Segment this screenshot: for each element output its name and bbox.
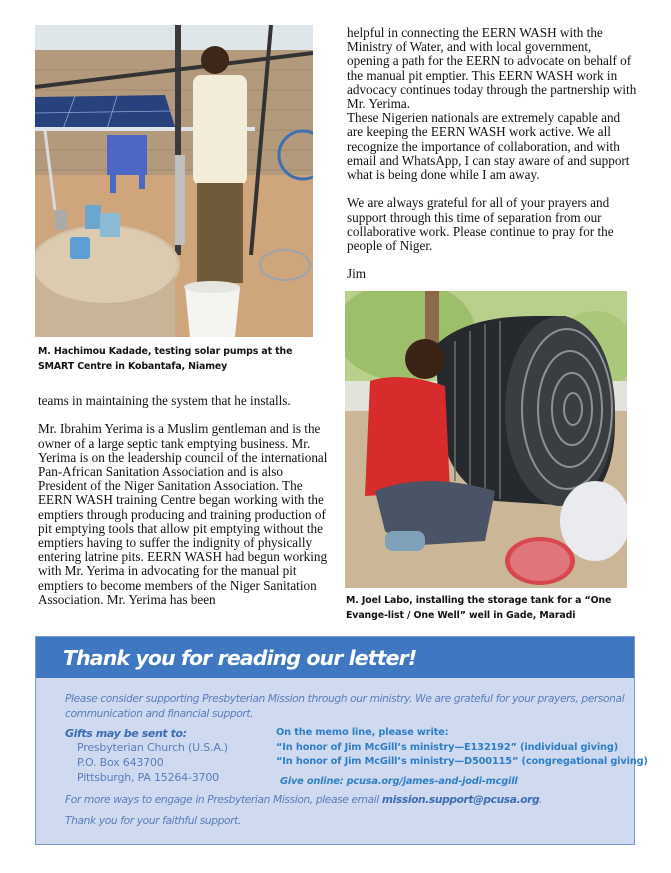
- paragraph: teams in maintaining the system that he installs.: [38, 393, 291, 408]
- closing-thanks: Thank you for your faithful support.: [65, 814, 241, 827]
- photo-storage-tank-install: [345, 291, 627, 588]
- photo-caption: M. Joel Labo, installing the storage tank for a “One Evange-list / One Well” well in Gade, Maradi: [346, 595, 612, 621]
- signature: Jim: [347, 266, 367, 282]
- letter-text-left-column: [38, 394, 328, 607]
- paragraph: We are always grateful for all of your prayers and support through this time of separation from our collaborative work. Please continue to pray for the people of Niger.: [347, 195, 614, 254]
- address-line: P.O. Box 643700: [77, 756, 164, 769]
- photo-caption: M. Hachimou Kadade, testing solar pumps at the SMART Centre in Kobantafa, Niamey: [38, 346, 293, 372]
- thank-you-box: [35, 636, 648, 845]
- memo-line-congregational: “In honor of Jim McGill’s ministry—D500115” (congregational giving): [276, 756, 648, 767]
- more-ways-suffix: .: [539, 793, 543, 806]
- paragraph: These Nigerien nationals are extremely capable and are keeping the EERN WASH work active. We all recognize the importance of collaboration, and with email and WhatsApp, I can stay aware of and support what is being done while I am away.: [347, 110, 630, 183]
- gifts-heading: Gifts may be sent to:: [65, 727, 187, 740]
- address-line: Presbyterian Church (U.S.A.): [77, 741, 228, 754]
- paragraph: Mr. Ibrahim Yerima is a Muslim gentleman and is the owner of a large septic tank emptying business. Mr. Yerima is on the leadership council of the international Pan-African Sanitation Association and is also President of the Niger Sanitation Association. The EERN WASH training Centre began working with the emptiers through producing and training production of pit emptying tools that allow pit emptying without the emptiers having to suffer the indignity of physically entering latrine pits. EERN WASH had begun working with Mr. Yerima in advocating for the manual pit emptiers to become members of the Niger Sanitation Association. Mr. Yerima has been: [38, 421, 328, 607]
- thank-you-title: Thank you for reading our letter!: [63, 645, 417, 670]
- more-ways-text: [65, 792, 542, 807]
- storage-tank-photo-illustration: [345, 291, 627, 588]
- support-intro: Please consider supporting Presbyterian Mission through our ministry. We are grateful for your prayers, personal communication and financial support.: [65, 692, 625, 720]
- give-online-link[interactable]: Give online: pcusa.org/james-and-jodi-mcgill: [280, 776, 518, 787]
- photo-solar-pump-testing: [35, 25, 313, 337]
- support-email-link[interactable]: mission.support@pcusa.org: [381, 793, 540, 806]
- thank-you-banner: [36, 637, 634, 678]
- letter-text-right-column: [347, 26, 637, 282]
- memo-heading: On the memo line, please write:: [276, 727, 449, 738]
- solar-pump-photo-illustration: [35, 25, 313, 337]
- more-ways-prefix: For more ways to engage in Presbyterian Mission, please email: [65, 793, 382, 806]
- paragraph: helpful in connecting the EERN WASH with the Ministry of Water, and with local government, opening a path for the EERN to advocate on behalf of the manual pit emptier. This EERN WASH work in advocacy continues today through the partnership with Mr. Yerima.: [347, 25, 637, 112]
- memo-line-individual: “In honor of Jim McGill’s ministry—E132192” (individual giving): [276, 742, 619, 753]
- address-line: Pittsburgh, PA 15264-3700: [77, 771, 219, 784]
